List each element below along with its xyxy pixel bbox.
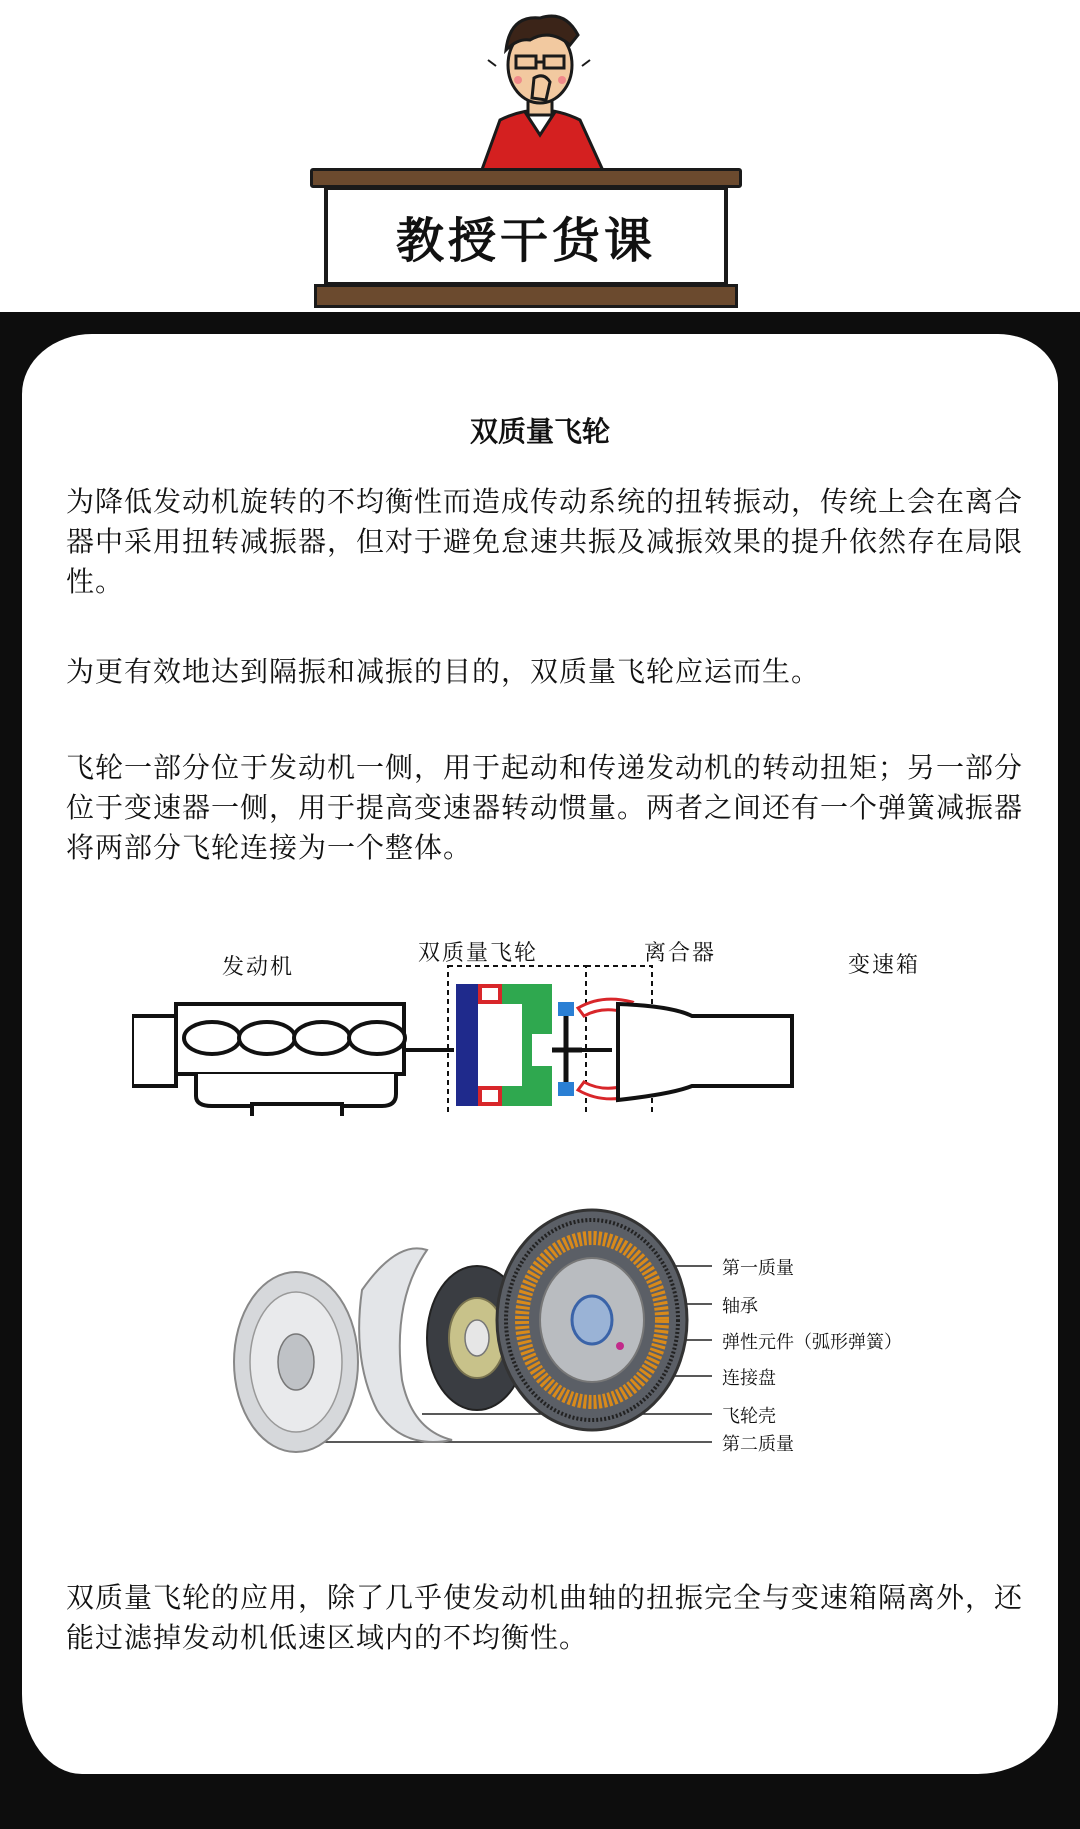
paragraph-3: 飞轮一部分位于发动机一侧，用于起动和传递发动机的转动扭矩；另一部分位于变速器一侧，用于提高变速器转动惯量。两者之间还有一个弹簧减振器将两部分飞轮连接为一个整体。	[66, 751, 1024, 864]
podium-board	[324, 186, 728, 286]
podium-base	[314, 284, 738, 308]
exploded-drawing	[212, 1170, 912, 1470]
header-title: 教授干货课	[395, 212, 656, 269]
header	[0, 0, 1080, 330]
paragraph-2: 为更有效地达到隔振和减振的目的，双质量飞轮应运而生。	[66, 655, 821, 688]
dark-frame	[0, 312, 1080, 1829]
podium-top	[310, 168, 742, 188]
clutch-plate-top	[558, 1002, 574, 1016]
label-flywheel: 双质量飞轮	[418, 941, 539, 966]
podium	[310, 168, 742, 318]
content-card	[22, 334, 1058, 1774]
label-gearbox: 变速箱	[848, 953, 921, 978]
label-engine: 发动机	[222, 955, 295, 980]
professor-character-illustration	[440, 0, 640, 175]
secondary-mass	[502, 984, 552, 1106]
label-second-mass: 第二质量	[722, 1434, 794, 1455]
paragraph-1: 为降低发动机旋转的不均衡性而造成传动系统的扭转振动，传统上会在离合器中采用扭转减振器，但对于避免怠速共振及减振效果的提升依然存在局限性。	[66, 485, 1024, 598]
label-flywheel-housing: 飞轮壳	[722, 1406, 776, 1427]
label-elastic-element: 弹性元件（弧形弹簧）	[722, 1332, 902, 1353]
first-mass-assembly	[497, 1210, 687, 1430]
flywheel-exploded-view	[212, 1170, 912, 1470]
label-first-mass: 第一质量	[722, 1258, 794, 1279]
gearbox-icon	[618, 1004, 792, 1100]
second-mass-disc	[234, 1272, 358, 1452]
clutch-plate-bottom	[558, 1082, 574, 1096]
article-title: 双质量飞轮	[469, 415, 610, 448]
paragraph-4: 双质量飞轮的应用，除了几乎使发动机曲轴的扭振完全与变速箱隔离外，还能过滤掉发动机低速区域内的不均衡性。	[66, 1581, 1024, 1654]
label-bearing: 轴承	[722, 1296, 758, 1317]
engine-icon	[132, 1004, 405, 1116]
primary-mass	[456, 984, 478, 1106]
schematic-drawing	[132, 946, 952, 1116]
spring-bottom	[480, 1088, 500, 1104]
label-clutch: 离合器	[644, 941, 717, 966]
label-connecting-plate: 连接盘	[722, 1368, 776, 1389]
spring-top	[480, 986, 500, 1002]
drivetrain-schematic	[132, 941, 952, 1116]
